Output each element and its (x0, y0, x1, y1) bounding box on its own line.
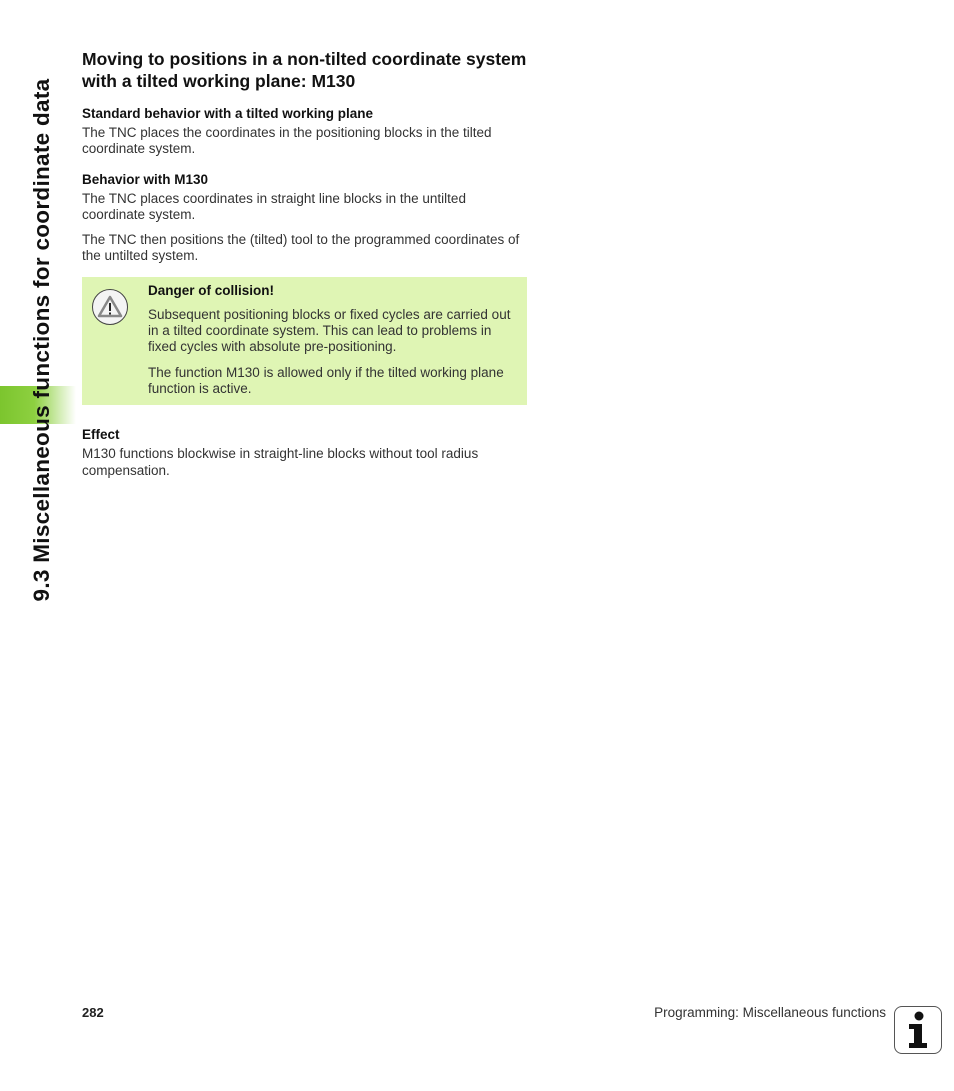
section-heading: Effect (82, 427, 120, 443)
page-title: Moving to positions in a non-tilted coordinate system with a tilted working plane: M130 (82, 49, 527, 91)
info-icon (894, 1006, 942, 1054)
footer-chapter-title: Programming: Miscellaneous functions (654, 1005, 886, 1020)
page-content (82, 48, 527, 488)
page-number: 282 (82, 1005, 104, 1020)
warning-icon (92, 289, 128, 325)
paragraph: M130 functions blockwise in straight-line blocks without tool radius compensation. (82, 446, 479, 478)
paragraph: Subsequent positioning blocks or fixed cycles are carried out in a tilted coordinate system. This can lead to problems in fixed cycles with absolute pre-positioning. (148, 306, 511, 355)
section-side-title: 9.3 Miscellaneous functions for coordinate data (29, 78, 54, 602)
paragraph: The TNC places coordinates in straight line blocks in the untilted coordinate system. (82, 190, 466, 222)
section-heading: Standard behavior with a tilted working plane (82, 106, 374, 121)
paragraph: The TNC places the coordinates in the positioning blocks in the tilted coordinate system. (82, 125, 492, 157)
danger-heading: Danger of collision! (148, 282, 275, 298)
paragraph: The TNC then positions the (tilted) tool to the programmed coordinates of the untilted system. (82, 232, 520, 264)
paragraph: The function M130 is allowed only if the tilted working plane function is active. (148, 364, 504, 396)
danger-box (82, 277, 527, 405)
section-heading: Behavior with M130 (82, 171, 209, 187)
